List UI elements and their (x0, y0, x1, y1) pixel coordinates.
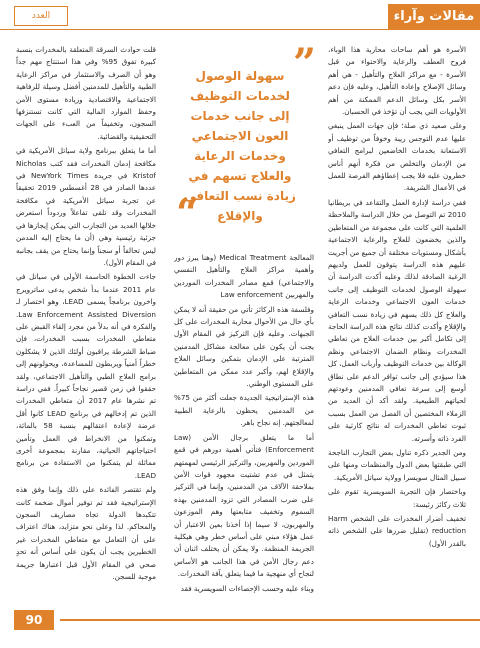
paragraph: هذه الإستراتيجية الجديدة جعلت أكثر من 75% من المدمنين يحظون بالرعاية الطبية لمعالجتهم. إنه نجاح باهر. (174, 393, 314, 428)
article-column-right (328, 44, 466, 596)
paragraph: وعلى صعيد ذي صلة؛ فإن جهات العمل ينبغي عليها عدم التوجس ريبة وخوفاً من توظيف أو الاستعانة بخدمات الخاضعين لبرامج التعافي من الإدمان والتخلص من فكرة أنهم أناس خطرون عليه فلا يجب إعطاؤهم الفرصة للعمل في الأعمال الشريفة. (328, 121, 466, 193)
magazine-logo: العدد (14, 6, 68, 26)
paragraph: ولم تقتصر الفائدة على ذلك وإنما وفق هذه الإستراتيجية فقد تم توفير أموال ضخمة كانت تتكبدها الدولة تجاه مصاريف السجون والمحاكم. لذا وعلى نحو متزايد، هناك اعتراف على أن التعامل مع متعاطي المخدرات غير الخطيرين يجب أن يكون على أساس أنه تحدٍ صحي في المقام الأول قبل اعتبارها جريمة موجبة للسجن. (16, 485, 156, 582)
paragraph: وباختصار فإن التجربة السويسرية تقوم على ثلاث ركائز رئيسة: (328, 487, 466, 509)
article-column-middle (174, 40, 316, 596)
page-footer (0, 608, 480, 648)
header-rule (0, 29, 388, 30)
paragraph: المعالجة Medical Treatment (وهنا يبرز دور وأهمية مراكز العلاج والتأهيل النفسي والاجتماعي) قمع مصادر المخدرات الموردين والمهربين Law enforcement (174, 253, 314, 300)
page-header (0, 0, 480, 32)
paragraph: وبناء عليه وحسب الإحصاءات السويسرية فقد (180, 583, 314, 593)
paragraph: أما ما يتعلق برجال الأمن (Law Enforcement) فتأتي أهمية دورهم في قمع الموردين والمهربين، والتركيز الرئيسي لمهمتهم يتمثل في عدم تشتيت مجهود قوات الأمن بملاحقة الآلاف من المدمنين، وإنما في التركيز على ضرب المصادر التي تزود المدمنين بهذه السموم وتخفيف متابعتها وهم الموزعون والمهربون، لا سيما إذا أخذنا بعين الاعتبار أن عمل هؤلاء مبني على أساس خطر وهي هيكلية الجريمة المنظمة. ولا يمكن أن يختلف اثنان أن دعم رجال الأمن في هذا الجانب هو الأساس لنجاح أي منهجية ما فيما يتعلق بآفة المخدرات. (174, 432, 314, 579)
paragraph: وفلسفة هذه الركائز تأتي من حقيقة أنه لا يمكن بأي حال من الأحوال محاربة المخدرات على كل الجبهات. وعليه فإن التركيز في المقام الأول يجب أن يكون على معالجة مشاكل المدمنين المترتبة على الإدمان بتمكين وسائل العلاج والإقلاع لهم، وأكبر عدد ممكن من المتعاطين على المستوى الوطني. (174, 304, 314, 389)
paragraph: أما ما يتعلق ببرنامج ولاية سياتل الأمريكية في مكافحة إدمان المخدرات فقد كتب Nicholas Kristof في جريدة NewYork Times في عددها الصادر في 28 أغسطس 2019 تحقيقاً عن تجربة سياتل الأمريكية في مكافحة المخدرات وقد تلقى تفاعلاً وردوداً استعرض خلالها العديد من التجارب التي يمكن إيجازها في جزئية رئيسية وهي (أن ما يحتاج إليه المدمن ليس تحالفاً أو سجناً وإنما يحتاج من يقف بجانبه في المقام الأول). (16, 146, 156, 267)
paragraph: تخفيف أضرار المخدرات على الشخص Harm reduction (تقليل ضررها على الشخص ذاته بالقدر الأول) (328, 514, 466, 548)
page-number: 90 (14, 610, 54, 630)
column-body (174, 252, 314, 596)
pull-quote-text: سهولة الوصول لخدمات التوظيف إلى جانب خدمات العون الاجتماعي وخدمات الرعاية والعلاج تسهم في زيادة نسب التعافي والإقلاع (184, 69, 296, 223)
quote-open-mark: ” (292, 40, 316, 87)
quote-close-mark: “ (176, 190, 200, 237)
paragraph: ففي دراسة لإدارة العمل والتقاعد في بريطانيا 2010 تم التوصل من خلال الدراسة والملاحظة العلمية التي كانت على مجموعة من المتعاطين والذين يخضعون للعلاج والرعاية الاجتماعية بأشكال ومستويات مختلفة أن جميع من أجريت عليهم هذه الدراسة يتوقون للعمل ولديهم الرغبة الصادقة لذلك وعليه أكدت الدراسة أن سهولة الوصول لخدمات التوظيف إلى جانب خدمات العون الاجتماعي وخدمات الرعاية والعلاج كل ذلك يسهم في زيادة نسب التعافي والإقلاع وأكدت كذلك نتائج هذه الدراسة الحاجة إلى تكامل أكبر بين خدمات العلاج من تعاطي المخدرات ونظام الضمان الاجتماعي ونظم الوكالة بين خدمات التوظيف وأرباب العمل، كل هذا سيؤدي إلى جانب توافر الدعم على نطاق أوسع إلى سرعة تعافي المدمنين وعودتهم لحياتهم الطبيعية. ولقد أكد أن العديد من الزملاء المختصين أن الفصل من العمل بسبب ثبوت تعاطي المخدرات له نتائج كارثية على الفرد ذاته وأسرته. (328, 197, 466, 443)
section-title: مقالات وآراء (388, 4, 480, 30)
article-column-left (16, 44, 156, 596)
paragraph: الأسرة هو أهم ساحات محاربة هذا الوباء، فروح العطف والرعاية والاحتواء من قبل الأسرة - مع مراكز العلاج والتأهيل - هي أهم وسائل الإصلاح وإعادة التأهيل، وعليه فإن دعم الأسر بكل وسائل الدعم الممكنة من أهم الأولويات التي يجب أن تؤخذ في الحسبان. (328, 45, 466, 117)
footer-rule (60, 619, 480, 621)
paragraph: قلت حوادث السرقة المتعلقة بالمخدرات بنسبة كبيرة تفوق 95% وفي هذا استنتاج مهم جداً وهو أن الصرف والاستثمار في مراكز الرعاية الطبية والتأهيل للمدمنين أفضل وسيلة للرفاهية الاجتماعية والاقتصادية وزيادة مستوى الأمن وحفظ الموارد المالية التي كانت تستنزفها السجون، وتخفيفاً من العبء على الجهات التحقيقية والقضائية. (16, 45, 156, 141)
paragraph: جاءت الخطوة الحاسمة الأولى في سياتل في عام 2011 عندما بدأ شخص يدعى ساترويرج واخرون برنامجاً يسمى LEAD، وهو اختصار لـ Law Enforcement Assisted Diversion. والفكرة في أنه بدلاً من مجرد إلقاء القبض على متعاطي المخدرات بسبب المخدرات، فإن ضباط الشرطة يراقبون أولئك الذين لا يشكلون خطراً أمنياً ويربطون للمساعدة، ويحولونهم إلى برامج العلاج الطبي والتأهيل الاجتماعي، ولقد حققوا في زمن قصير نجاحاً كبيراً. ففي دراسة تم نشرها عام 2017 أن متعاطي المخدرات الذين تم إدخالهم في برنامج LEAD كانوا أقل عرضة لإعادة اعتقالهم بنسبة 58 بالمائة، وتمكنوا من الانخراط في العمل وتأمين احتياجاتهم الحياتية، مقارنة بمجموعة أخرى مماثلة لم يتمكنوا من الاستفادة من برنامج LEAD. (16, 272, 156, 480)
paragraph: ومن الجدير ذكره تناول بعض التجارب الناجحة التي طبقتها بعض الدول والمنظمات ومنها على سبيل المثال سويسرا وولاية سياتل الأمريكية. (328, 448, 466, 482)
